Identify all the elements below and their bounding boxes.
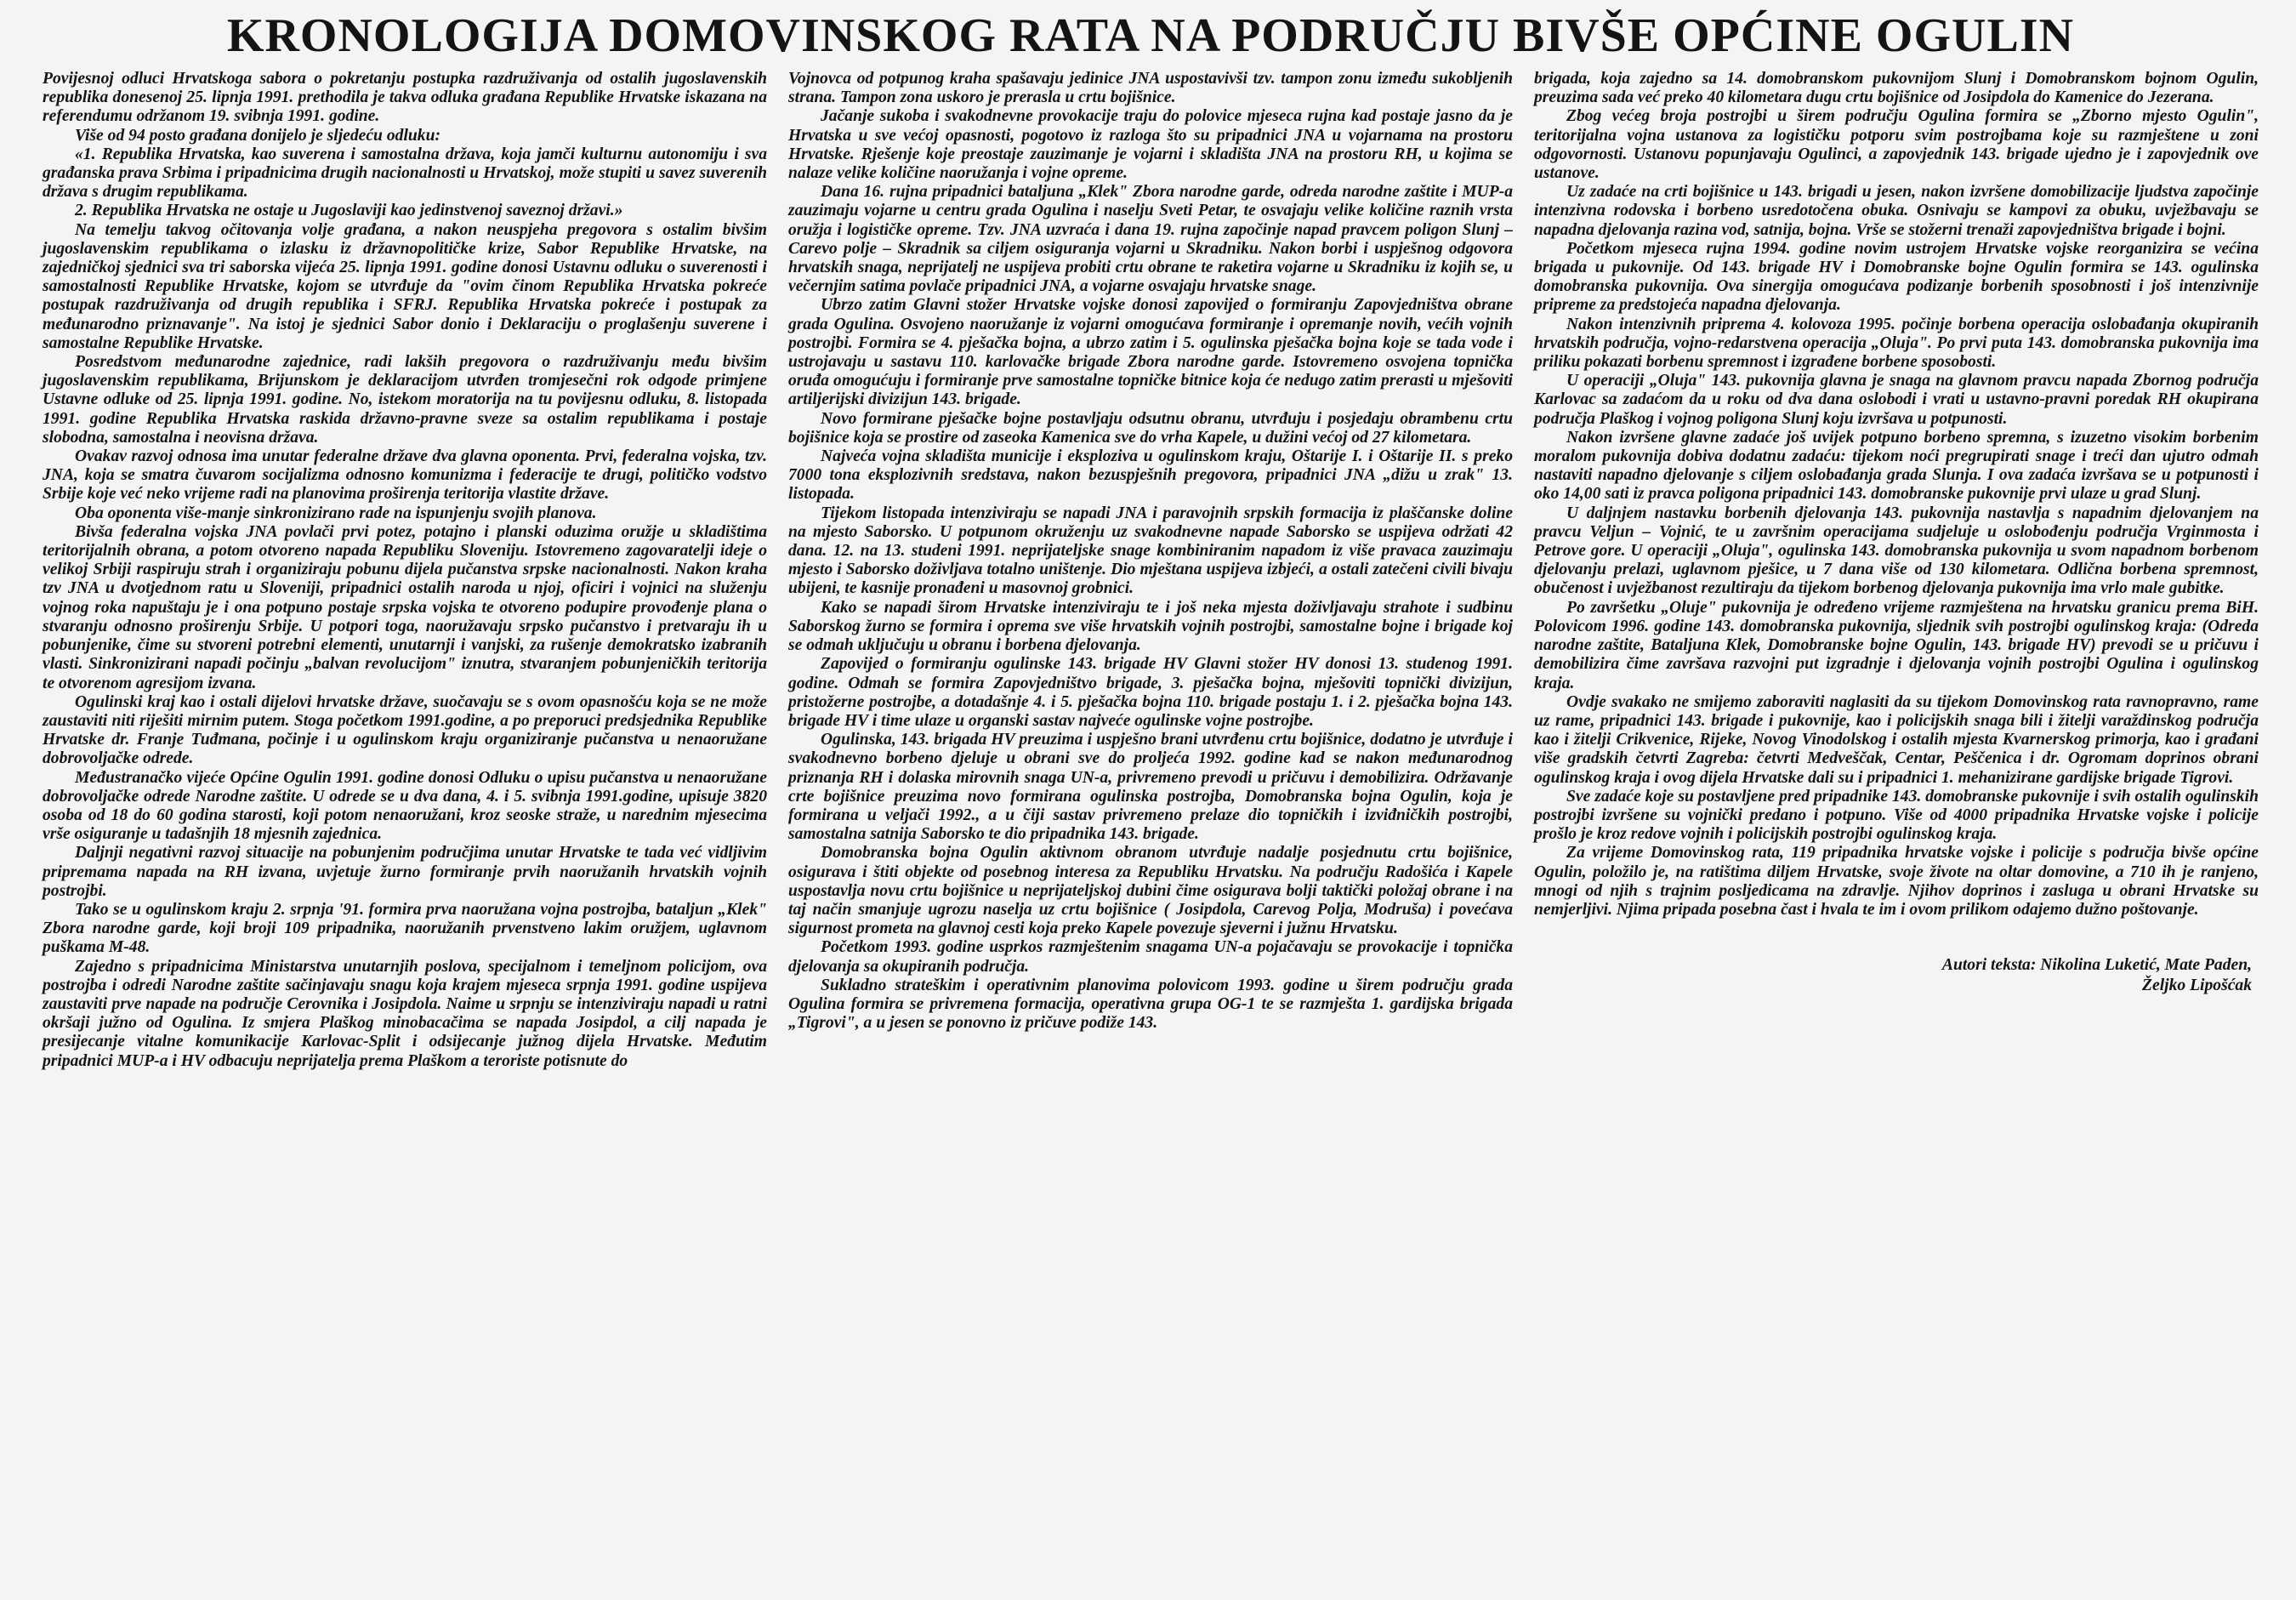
paragraph: Međustranačko vijeće Općine Ogulin 1991. godine donosi Odluku o upisu pučanstva u nenaoružane dobrovoljačke odrede Narodne zaštite. U odrede se u dva dana, 4. i 5. svibnja 1991.godine, upisuje 3820 osoba od 18 do 60 godina starosti, koji potom nenaoružani, kroz seoske straže, u narednim mjesecima vrše osiguranje u tadašnjih 18 mjesnih zajednica. (43, 768, 767, 844)
paragraph: Novo formirane pješačke bojne postavljaju odsutnu obranu, utvrđuju i posjedaju obrambenu crtu bojišnice koja se prostire od zaseoka Kamenica sve do vrha Kapele, u dužini većoj od 27 kilometara. (788, 409, 1513, 447)
paragraph: Za vrijeme Domovinskog rata, 119 pripadnika hrvatske vojske i policije s područja bivše općine Ogulin, položilo je, na ratištima diljem Hrvatske, svoje živote na oltar domovine, a 710 ih je ranjeno, mnogi od njih s trajnim posljedicama na zdravlje. Njihov doprinos i zasluga u obrani Hrvatske su nemjerljivi. Njima pripada posebna čast i hvala te im i ovom prilikom odajemo dužno poštovanje. (1534, 844, 2259, 919)
paragraph: Tako se u ogulinskom kraju 2. srpnja '91. formira prva naoružana vojna postrojba, bataljun „Klek" Zbora narodne garde, koji broji 109 pripadnika, naoružanih prvenstveno lakim oružjem, uglavnom puškama M-48. (43, 900, 767, 957)
paragraph: Ovakav razvoj odnosa ima unutar federalne države dva glavna oponenta. Prvi, federalna vojska, tzv. JNA, koja se smatra čuvarom socijalizma odnosno komunizma i federacije te drugi, političko vodstvo Srbije koje već neko vrijeme radi na planovima proširenja teritorija vlastite države. (43, 447, 767, 504)
paragraph: Ubrzo zatim Glavni stožer Hrvatske vojske donosi zapovijed o formiranju Zapovjedništva obrane grada Ogulina. Osvojeno naoružanje iz vojarni omogućava formiranje i opremanje novih, većih vojnih postrojbi. Formira se 4. pješačka bojna, a ubrzo zatim i 5. ogulinska pješačka bojna koje se tada vode i ustrojavaju u sastavu 110. karlovačke brigade Zbora narodne garde. Istovremeno osvojena topnička oruđa omogućuju i formiranje prve samostalne topničke bitnice koja će nedugo zatim prerasti u mješoviti artiljerijski divizijun 143. brigade. (788, 296, 1513, 409)
text-column-2 (788, 70, 1513, 1071)
authors-line: Autori teksta: Nikolina Luketić, Mate Paden, (1941, 956, 2252, 975)
paragraph: Po završetku „Oluje" pukovnija je određeno vrijeme razmještena na hrvatsku granicu prema BiH. Polovicom 1996. godine 143. domobranska pukovnija, sljednik svih postrojbi ogulinskog kraja: (Odreda narodne zaštite, Bataljuna Klek, Domobranske bojne Ogulin, 143. brigade HV) prevodi se u pričuvu i demobilizira čime završava razvojni put izgradnje i djelovanja vojnih postrojbi Ogulina i ogulinskog kraja. (1534, 598, 2259, 692)
paragraph: Kako se napadi širom Hrvatske intenziviraju te i još neka mjesta doživljavaju strahote i sudbinu Saborskog žurno se formira i oprema sve više hrvatskih vojnih postrojbi, samostalne bojne i brigade koj se odmah uključuju u obranu i borbena djelovanja. (788, 598, 1513, 655)
authors-line: Željko Lipošćak (2142, 977, 2252, 995)
paragraph: Povijesnoj odluci Hrvatskoga sabora o pokretanju postupka razdruživanja od ostalih jugoslavenskih republika donesenoj 25. lipnja 1991. prethodila je takva odluka građana Republike Hrvatske iskazana na referendumu održanom 19. svibnja 1991. godine. (43, 70, 767, 126)
paragraph: Domobranska bojna Ogulin aktivnom obranom utvrđuje nadalje posjednutu crtu bojišnice, osigurava i štiti objekte od posebnog interesa za Republiku Hrvatsku. Na području Radošića i Kapele uspostavlja novu crtu bojišnice u neprijateljskoj dubini čime osiguravа bolji taktički položaj obrane i na taj način smanjuje ugrozu naselja uz crtu bojišnice ( Josipdola, Carevog Polja, Modruša) i povećava sigurnost prometa na glavnoj cesti koja preko Kapele povezuje sjeverni i južnu Hrvatsku. (788, 844, 1513, 938)
paragraph: Sve zadaće koje su postavljene pred pripadnike 143. domobranske pukovnije i svih ostalih ogulinskih postrojbi izvršene su vojnički predano i potpuno. Više od 4000 pripadnika Hrvatske vojske i policije prošlo je kroz redove vojnih i policijskih postrojbi ogulinskog kraja. (1534, 787, 2259, 844)
paragraph: Na temelju takvog očitovanja volje građana, a nakon neuspjeha pregovora s ostalim bivšim jugoslavenskim republikama o izlasku iz državnopolitičke krize, Sabor Republike Hrvatske, na zajedničkoj sjednici sva tri saborska vijeća 25. lipnja 1991. godine donosi Ustavnu odluku o suverenosti i samostalnosti Republike Hrvatske, kojom se utvrđuje da "ovim činom Republika Hrvatska pokreće postupak razdruživanja od drugih republika i SFRJ. Republika Hrvatska pokreće i postupak za međunarodno priznavanje". Na istoj je sjednici Sabor donio i Deklaraciju o proglašenju suverene i samostalne Republike Hrvatske. (43, 220, 767, 352)
text-column-1 (43, 70, 767, 1071)
paragraph: Nakon izvršene glavne zadaće još uvijek potpuno borbeno spremna, s izuzetno visokim borbenim moralom pukovnija dobiva dodatnu zadaću: tijekom noći pregrupirati snage i treći dan ujutro odmah nastaviti napadno djelovanje s ciljem oslobađanja grada Slunja. I ova zadaća izvršava se u potpunosti i oko 14,00 sati iz pravca poligona pripadnici 143. domobranske pukovnije prvi ulaze u grad Slunj. (1534, 428, 2259, 504)
text-columns (43, 70, 2259, 1071)
paragraph: Zbog većeg broja postrojbi u širem području Ogulina formira se „Zborno mjesto Ogulin", teritorijalna vojna ustanova za logističku potporu svim postrojbama koje su razmještene u zoni odgovornosti. Ustanovu popunjavaju Ogulinci, a zapovjednik 143. brigade ujedno je i zapovjednik ove ustanove. (1534, 107, 2259, 183)
paragraph: Ogulinska, 143. brigada HV preuzima i uspješno brani utvrđenu crtu bojišnice, dodatno je utvrđuje i svakodnevno borbeno djeluje u obrani sve do proljeća 1992. godine kad se nakon međunarodnog priznanja RH i dolaska mirovnih snaga UN-a, privremeno prevodi u pričuvu i demobilizira. Održavanje crte bojišnice preuzima novo formirana ogulinska postrojba, Domobranska bojna Ogulin, koja je formirana u veljači 1992., a u čiji sastav privremeno prelaze dio topničkih i izviđničkih postrojbi, samostalna satnija Saborsko te dio pripadnika 143. brigade. (788, 731, 1513, 844)
paragraph: «1. Republika Hrvatska, kao suverena i samostalna država, koja jamči kulturnu autonomiju i sva građanska prava Srbima i pripadnicima drugih nacionalnosti u Hrvatskoj, može stupiti u savez suverenih država s drugim republikama. (43, 145, 767, 202)
paragraph: Više od 94 posto građana donijelo je sljedeću odluku: (75, 126, 441, 145)
paragraph: Početkom mjeseca rujna 1994. godine novim ustrojem Hrvatske vojske reorganizira se većina brigada u pukovnije. Od 143. brigade HV i Domobranske bojne Ogulin formira se 143. ogulinska domobranska pukovnija. Ova sinergija omogućava podizanje borbenih sposobnosti i još intenzivnije pripreme za predstojeća napadna djelovanja. (1534, 239, 2259, 315)
paragraph: Zapovijed o formiranju ogulinske 143. brigade HV Glavni stožer HV donosi 13. studenog 1991. godine. Odmah se formira Zapovjedništvo brigade, 3. pješačka bojna, mješoviti topnički divizijun, pristožerne postrojbe, a dotadašnje 4. i 5. pješačka bojna 110. brigade postaju 1. i 2. pješačka bojna 143. brigade HV i time ulaze u organski sastav najveće ogulinske vojne postrojbe. (788, 655, 1513, 730)
paragraph: U operaciji „Oluja" 143. pukovnija glavna je snaga na glavnom pravcu napada Zbornog područja Karlovac sa zadaćom da u roku od dva dana oslobodi i vrati u ustavno-pravni poredak RH okupirana područja Plaškog i vojnog poligona Slunj koju izvršava u potpunosti. (1534, 372, 2259, 428)
paragraph: Dana 16. rujna pripadnici bataljuna „Klek" Zbora narodne garde, odreda narodne zaštite i MUP-a zauzimaju vojarne u centru grada Ogulina i naselju Sveti Petar, te osvajaju velike količine raznih vrsta oružja i logističke opreme. Tzv. JNA uzvraća i dana 19. rujna započinje napad pravcem poligon Slunj – Carevo polje – Skradnik sa ciljem osiguranja vojarni u Skradniku. Nakon borbi i uspješnog odgovora hrvatskih snaga, neprijatelj ne uspijeva probiti crtu obrane te raketira vojarne u Skradniku iz kojih se, u večernjim satima povlače pripadnici JNA, a vojarne osvajaju hrvatske snage. (788, 183, 1513, 296)
paragraph: Najveća vojna skladišta municije i eksploziva u ogulinskom kraju, Oštarije I. i Oštarije II. s preko 7000 tona eksplozivnih sredstava, nakon bezuspješnih pregovora, pripadnici JNA „dižu u zrak" 13. listopada. (788, 447, 1513, 504)
paragraph: Bivša federalna vojska JNA povlači prvi potez, potajno i planski oduzima oružje u skladištima teritorijalnih obrana, a potom otvoreno napada Republiku Sloveniju. Istovremeno zagovaratelji ideje o velikoj Srbiji raspiruju strah i organiziraju pobunu dijela pučanstva srpske nacionalnosti. Nakon kraha tzv JNA u dvotjednom ratu u Sloveniji, pripadnici ostalih naroda u njoj, oficiri i vojnici na služenju vojnog roka napuštaju je i ona potpuno postaje srpska vojska te otvoreno podupire provođenje plana o stvaranju odnosno proširenju Srbije. U potpori toga, naoružavaju srpsko pučanstvo i pretvaraju ih u pobunjenike, čime su stvoreni potrebni elementi, unutarnji i vanjski, za rušenje demokratsko izabranih vlasti. Sinkronizirani napadi počinju „balvan revolucijom" iznutra, stvaranjem pobunjeničkih teritorija te otvorenom agresijom izvana. (43, 522, 767, 692)
page-title: KRONOLOGIJA DOMOVINSKOG RATA NA PODRUČJU BIVŠE OPĆINE OGULIN (226, 9, 2075, 62)
paragraph: Ogulinski kraj kao i ostali dijelovi hrvatske države, suočavaju se s ovom opasnošću koja se ne može zaustaviti niti riješiti mirnim putem. Stoga početkom 1991.godine, a po preporuci predsjednika Republike Hrvatske dr. Franje Tuđmana, počinje i u ogulinskom kraju organiziranje pučanstva u nenaoružane dobrovoljačke odrede. (43, 692, 767, 768)
paragraph: Uz zadaće na crti bojišnice u 143. brigadi u jesen, nakon izvršene domobilizacije ljudstva započinje intenzivna rodovska i borbeno usredotočena obuka. Osnivaju se kampovi za obuku, uvježbavaju se napadna djelovanja razina vod, satnija, bojna. Vrše se stožerni trenaži zapovjedništva brigade i bojni. (1534, 183, 2259, 239)
paragraph: Zajedno s pripadnicima Ministarstva unutarnjih poslova, specijalnom i temeljnom policijom, ova postrojba i odredi Narodne zaštite sačinjavaju snagu koja krajem mjeseca srpnja 1991. godine uspijeva zaustaviti prve napade na područje Cerovnika i Josipdola. Naime u srpnju se intenziviraju napadi u ratni okršaji južno od Ogulina. Iz smjera Plaškog minobacačima se napada Josipdol, a cilj napada je presijecanje vitalne komunikacije Karlovac-Split i odsijecanje južnog dijela Hrvatske. Međutim pripadnici MUP-a i HV odbacuju neprijatelja prema Plaškom a teroriste potisnute do (43, 957, 767, 1070)
authors-credit (1534, 955, 2259, 996)
paragraph: Početkom 1993. godine usprkos razmještenim snagama UN-a pojačavaju se provokacije i topnička djelovanja sa okupiranih područja. (788, 938, 1513, 976)
paragraph: brigada, koja zajedno sa 14. domobranskom pukovnijom Slunj i Domobranskom bojnom Ogulin, preuzima sada već preko 40 kilometara dugu crtu bojišnice od Josipdola do Kamenice do Jezerana. (1534, 70, 2259, 107)
paragraph: Vojnovca od potpunog kraha spašavaju jedinice JNA uspostavivši tzv. tampon zonu između sukobljenih strana. Tampon zona uskoro je prerasla u crtu bojišnice. (788, 70, 1513, 107)
text-column-3-body (1534, 70, 2259, 920)
paragraph: Sukladno strateškim i operativnim planovima polovicom 1993. godine u širem području grada Ogulina formira se privremena formacija, operativna grupa OG-1 te se razmješta 1. gardijska brigada „Tigrovi", a u jesen se ponovno iz pričuve podiže 143. (788, 976, 1513, 1033)
paragraph: Nakon intenzivnih priprema 4. kolovoza 1995. počinje borbena operacija oslobađanja okupiranih hrvatskih područja, vojno-redarstvena operacija „Oluja". Po prvi puta 143. domobranska pukovnija ima priliku pokazati borbenu spremnost i izgrađene borbene sposobosti. (1534, 315, 2259, 372)
paragraph: Daljnji negativni razvoj situacije na pobunjenim područjima unutar Hrvatske te tada već vidljivim pripremama napada na RH izvana, uvjetuje žurno formiranje prvih naoružanih hrvatskih vojnih postrojbi. (43, 844, 767, 900)
paragraph: Oba oponenta više-manje sinkronizirano rade na ispunjenju svojih planova. (75, 504, 597, 522)
paragraph: Ovdje svakako ne smijemo zaboraviti naglasiti da su tijekom Domovinskog rata ravnopravno, rame uz rame, pripadnici 143. brigade i pukovnije, kao i policijskih snaga bili i žitelji varaždinskog područja kao i žitelji Crikvenice, Rijeke, Novog Vinodolskog i ostalih mjesta Kvarnerskog primorja, kao i građani više gradskih četvrti Zagreba: četvrti Medveščak, Centar, Peščenica i dr. Ogromam doprinos obrani ogulinskog kraja i ovog dijela Hrvatske dali su i pripadnici 1. mehanizirane gardijske brigade Tigrovi. (1534, 692, 2259, 787)
paragraph: Jačanje sukoba i svakodnevne provokacije traju do polovice mjeseca rujna kad postaje jasno da je Hrvatska u sve većoj opasnosti, pogotovo iz razloga što su pripadnici JNA u vojarnama na prostoru Hrvatske. Rješenje koje preostaje zauzimanje je vojarni i skladišta JNA na prostoru RH, u kojima se nalaze velike količine naoružanja i vojne opreme. (788, 107, 1513, 183)
paragraph: Tijekom listopada intenziviraju se napadi JNA i paravojnih srpskih formacija iz plaščanske doline na mjesto Saborsko. U potpunom okruženju uz svakodnevne napade Saborsko se uspijeva održati 42 dana. 12. na 13. studeni 1991. neprijateljske snage kombiniranim napadom iz više pravaca zauzimaju mjesto i Saborsko doživljava totalno uništenje. Dio mještana uspijeva izbjeći, a ostali zatečeni civili bivaju ubijeni, te kasnije pronađeni u masovnoj grobnici. (788, 504, 1513, 598)
paragraph: U daljnjem nastavku borbenih djelovanja 143. pukovnija nastavlja s napadnim djelovanjem na pravcu Veljun – Vojnić, te u završnim operacijama sudjeluje u oslobođenju područja Vrginmosta i Petrove gore. U operaciji „Oluja", ogulinska 143. domobranska pukovnija u svom napadnom borbenom djelovanju prelazi, uglavnom pješice, u 7 dana više od 130 kilometara. Odlična borbena spremnost, obučenost i uvježbanost rezultiraju da tijekom borbenog djelovanja pukovnija ima vrlo male gubitke. (1534, 504, 2259, 598)
paragraph: 2. Republika Hrvatska ne ostaje u Jugoslaviji kao jedinstvenoj saveznoj državi.» (75, 202, 623, 220)
text-column-3 (1534, 70, 2259, 1071)
paragraph: Posredstvom međunarodne zajednice, radi lakših pregovora o razdruživanju među bivšim jugoslavenskim republikama, Brijunskom je deklaracijom utvrđen tromjesečni rok odgode primjene Ustavne odluke od 25. lipnja 1991. godine. No, istekom moratorija na tu povijesnu odluku, 8. listopada 1991. godine Republika Hrvatska raskida državno-pravne sveze sa ostalim republikama i postaje slobodna, samostalna i neovisna država. (43, 353, 767, 447)
